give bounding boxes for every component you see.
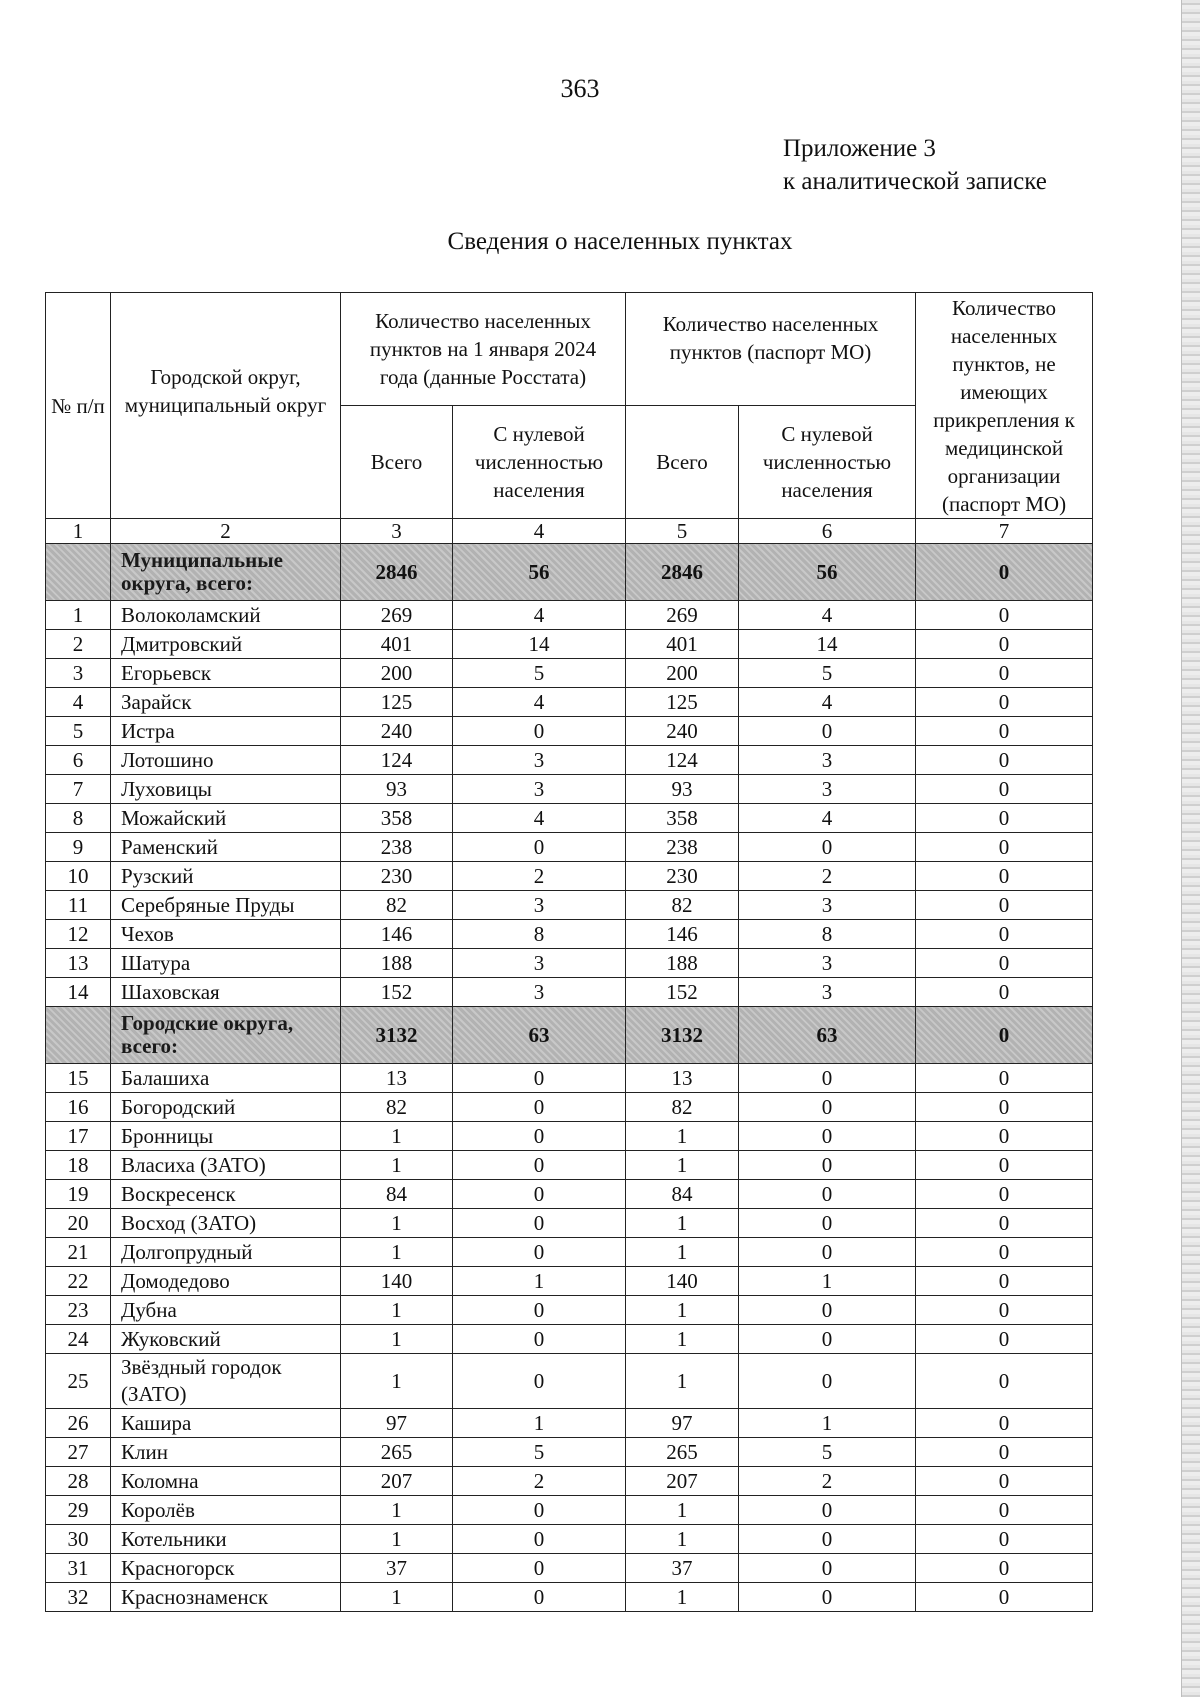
zero-pop-rosstat: 0 <box>453 1064 626 1093</box>
total-rosstat: 124 <box>341 746 453 775</box>
zero-pop-passport: 0 <box>739 1583 916 1612</box>
district-name: Воскресенск <box>111 1180 341 1209</box>
district-name: Королёв <box>111 1496 341 1525</box>
total-rosstat: 93 <box>341 775 453 804</box>
total-rosstat: 152 <box>341 978 453 1007</box>
zero-pop-rosstat: 0 <box>453 1354 626 1409</box>
section-zero-pop-passport: 56 <box>739 544 916 601</box>
table-row <box>46 1525 1093 1554</box>
total-passport: 97 <box>626 1409 739 1438</box>
total-rosstat: 1 <box>341 1209 453 1238</box>
zero-pop-passport: 3 <box>739 949 916 978</box>
table-row <box>46 920 1093 949</box>
total-passport: 13 <box>626 1064 739 1093</box>
total-rosstat: 238 <box>341 833 453 862</box>
no-attachment-count: 0 <box>916 949 1093 978</box>
no-attachment-count: 0 <box>916 920 1093 949</box>
district-name: Звёздный городок (ЗАТО) <box>111 1354 341 1409</box>
column-index: 6 <box>739 519 916 544</box>
total-passport: 82 <box>626 1093 739 1122</box>
table-row <box>46 1438 1093 1467</box>
total-passport: 401 <box>626 630 739 659</box>
total-passport: 146 <box>626 920 739 949</box>
zero-pop-passport: 0 <box>739 1093 916 1122</box>
zero-pop-rosstat: 0 <box>453 1496 626 1525</box>
total-passport: 238 <box>626 833 739 862</box>
table-row <box>46 1583 1093 1612</box>
no-attachment-count: 0 <box>916 717 1093 746</box>
table-row <box>46 601 1093 630</box>
total-passport: 84 <box>626 1180 739 1209</box>
zero-pop-passport: 8 <box>739 920 916 949</box>
no-attachment-count: 0 <box>916 804 1093 833</box>
header-no-attachment: Количество населенных пунктов, не имеющих прикрепления к медицинской организации (паспорт МО) <box>916 293 1093 519</box>
section-total-rosstat: 2846 <box>341 544 453 601</box>
row-number: 1 <box>46 601 111 630</box>
appendix-note <box>783 132 1047 198</box>
zero-pop-passport: 0 <box>739 1554 916 1583</box>
zero-pop-passport: 0 <box>739 1180 916 1209</box>
section-total-rosstat: 3132 <box>341 1007 453 1064</box>
row-number: 6 <box>46 746 111 775</box>
table-row <box>46 1209 1093 1238</box>
total-rosstat: 1 <box>341 1151 453 1180</box>
header-zero-rosstat: С нулевой численностью населения <box>453 406 626 519</box>
row-number: 26 <box>46 1409 111 1438</box>
section-blank-cell <box>46 544 111 601</box>
column-index: 3 <box>341 519 453 544</box>
total-rosstat: 1 <box>341 1296 453 1325</box>
no-attachment-count: 0 <box>916 659 1093 688</box>
settlements-table <box>45 292 1093 1612</box>
district-name: Восход (ЗАТО) <box>111 1209 341 1238</box>
district-name: Клин <box>111 1438 341 1467</box>
zero-pop-passport: 14 <box>739 630 916 659</box>
district-name: Серебряные Пруды <box>111 891 341 920</box>
total-passport: 188 <box>626 949 739 978</box>
no-attachment-count: 0 <box>916 1438 1093 1467</box>
no-attachment-count: 0 <box>916 1525 1093 1554</box>
section-label: Муниципальные округа, всего: <box>111 544 341 601</box>
zero-pop-passport: 4 <box>739 804 916 833</box>
zero-pop-passport: 0 <box>739 717 916 746</box>
row-number: 2 <box>46 630 111 659</box>
no-attachment-count: 0 <box>916 1064 1093 1093</box>
zero-pop-rosstat: 5 <box>453 659 626 688</box>
total-rosstat: 358 <box>341 804 453 833</box>
district-name: Жуковский <box>111 1325 341 1354</box>
total-rosstat: 1 <box>341 1325 453 1354</box>
no-attachment-count: 0 <box>916 1238 1093 1267</box>
total-passport: 1 <box>626 1354 739 1409</box>
no-attachment-count: 0 <box>916 1583 1093 1612</box>
zero-pop-rosstat: 0 <box>453 1325 626 1354</box>
section-label: Городские округа, всего: <box>111 1007 341 1064</box>
district-name: Краснознаменск <box>111 1583 341 1612</box>
zero-pop-rosstat: 0 <box>453 1122 626 1151</box>
table-row <box>46 659 1093 688</box>
district-name: Кашира <box>111 1409 341 1438</box>
total-passport: 93 <box>626 775 739 804</box>
no-attachment-count: 0 <box>916 833 1093 862</box>
no-attachment-count: 0 <box>916 1409 1093 1438</box>
zero-pop-rosstat: 0 <box>453 1093 626 1122</box>
zero-pop-passport: 0 <box>739 833 916 862</box>
table-row <box>46 717 1093 746</box>
total-rosstat: 37 <box>341 1554 453 1583</box>
no-attachment-count: 0 <box>916 1151 1093 1180</box>
total-rosstat: 1 <box>341 1354 453 1409</box>
zero-pop-passport: 0 <box>739 1209 916 1238</box>
table-row <box>46 775 1093 804</box>
total-passport: 1 <box>626 1525 739 1554</box>
no-attachment-count: 0 <box>916 1209 1093 1238</box>
row-number: 19 <box>46 1180 111 1209</box>
total-rosstat: 84 <box>341 1180 453 1209</box>
header-total-rosstat: Всего <box>341 406 453 519</box>
zero-pop-rosstat: 2 <box>453 862 626 891</box>
row-number: 3 <box>46 659 111 688</box>
total-rosstat: 1 <box>341 1238 453 1267</box>
table-row <box>46 1296 1093 1325</box>
zero-pop-passport: 3 <box>739 978 916 1007</box>
row-number: 9 <box>46 833 111 862</box>
total-passport: 1 <box>626 1583 739 1612</box>
row-number: 8 <box>46 804 111 833</box>
row-number: 15 <box>46 1064 111 1093</box>
zero-pop-rosstat: 0 <box>453 1238 626 1267</box>
no-attachment-count: 0 <box>916 1180 1093 1209</box>
table-header <box>46 293 1093 544</box>
row-number: 21 <box>46 1238 111 1267</box>
header-rosstat-group: Количество населенных пунктов на 1 января 2024 года (данные Росстата) <box>341 293 626 406</box>
district-name: Истра <box>111 717 341 746</box>
total-passport: 125 <box>626 688 739 717</box>
table-row <box>46 804 1093 833</box>
total-passport: 1 <box>626 1238 739 1267</box>
row-number: 30 <box>46 1525 111 1554</box>
zero-pop-passport: 0 <box>739 1151 916 1180</box>
row-number: 17 <box>46 1122 111 1151</box>
zero-pop-passport: 0 <box>739 1354 916 1409</box>
total-passport: 82 <box>626 891 739 920</box>
section-no-attachment-count: 0 <box>916 1007 1093 1064</box>
no-attachment-count: 0 <box>916 688 1093 717</box>
table-row <box>46 862 1093 891</box>
row-number: 13 <box>46 949 111 978</box>
total-rosstat: 13 <box>341 1064 453 1093</box>
zero-pop-passport: 0 <box>739 1238 916 1267</box>
total-rosstat: 269 <box>341 601 453 630</box>
zero-pop-rosstat: 4 <box>453 601 626 630</box>
zero-pop-rosstat: 0 <box>453 1583 626 1612</box>
district-name: Бронницы <box>111 1122 341 1151</box>
zero-pop-rosstat: 1 <box>453 1409 626 1438</box>
section-zero-pop-passport: 63 <box>739 1007 916 1064</box>
district-name: Зарайск <box>111 688 341 717</box>
row-number: 31 <box>46 1554 111 1583</box>
column-index: 5 <box>626 519 739 544</box>
total-passport: 37 <box>626 1554 739 1583</box>
zero-pop-rosstat: 3 <box>453 746 626 775</box>
row-number: 22 <box>46 1267 111 1296</box>
no-attachment-count: 0 <box>916 891 1093 920</box>
district-name: Можайский <box>111 804 341 833</box>
no-attachment-count: 0 <box>916 1296 1093 1325</box>
table-row <box>46 1354 1093 1409</box>
header-zero-passport: С нулевой численностью населения <box>739 406 916 519</box>
district-name: Раменский <box>111 833 341 862</box>
zero-pop-rosstat: 0 <box>453 1180 626 1209</box>
zero-pop-passport: 3 <box>739 891 916 920</box>
header-total-passport: Всего <box>626 406 739 519</box>
zero-pop-passport: 3 <box>739 746 916 775</box>
district-name: Долгопрудный <box>111 1238 341 1267</box>
table-row <box>46 978 1093 1007</box>
total-passport: 240 <box>626 717 739 746</box>
district-name: Лотошино <box>111 746 341 775</box>
section-total-passport: 2846 <box>626 544 739 601</box>
table-body <box>46 544 1093 1612</box>
zero-pop-rosstat: 3 <box>453 949 626 978</box>
zero-pop-passport: 0 <box>739 1325 916 1354</box>
total-rosstat: 1 <box>341 1122 453 1151</box>
total-rosstat: 82 <box>341 1093 453 1122</box>
section-zero-pop-rosstat: 56 <box>453 544 626 601</box>
total-passport: 1 <box>626 1122 739 1151</box>
zero-pop-passport: 0 <box>739 1525 916 1554</box>
document-title: Сведения о населенных пунктах <box>447 228 793 255</box>
total-rosstat: 125 <box>341 688 453 717</box>
total-rosstat: 230 <box>341 862 453 891</box>
zero-pop-rosstat: 4 <box>453 688 626 717</box>
zero-pop-passport: 4 <box>739 601 916 630</box>
zero-pop-rosstat: 5 <box>453 1438 626 1467</box>
column-index: 4 <box>453 519 626 544</box>
total-rosstat: 200 <box>341 659 453 688</box>
total-passport: 140 <box>626 1267 739 1296</box>
section-blank-cell <box>46 1007 111 1064</box>
row-number: 29 <box>46 1496 111 1525</box>
zero-pop-rosstat: 0 <box>453 1554 626 1583</box>
district-name: Власиха (ЗАТО) <box>111 1151 341 1180</box>
total-passport: 269 <box>626 601 739 630</box>
zero-pop-rosstat: 0 <box>453 1296 626 1325</box>
no-attachment-count: 0 <box>916 978 1093 1007</box>
total-passport: 1 <box>626 1209 739 1238</box>
table-row <box>46 630 1093 659</box>
table-row <box>46 1325 1093 1354</box>
total-passport: 1 <box>626 1151 739 1180</box>
total-passport: 207 <box>626 1467 739 1496</box>
page-number: 363 <box>560 74 600 103</box>
no-attachment-count: 0 <box>916 1093 1093 1122</box>
district-name: Балашиха <box>111 1064 341 1093</box>
row-number: 16 <box>46 1093 111 1122</box>
column-index: 7 <box>916 519 1093 544</box>
district-name: Волоколамский <box>111 601 341 630</box>
zero-pop-rosstat: 1 <box>453 1267 626 1296</box>
district-name: Чехов <box>111 920 341 949</box>
table-row <box>46 1267 1093 1296</box>
zero-pop-passport: 2 <box>739 1467 916 1496</box>
appendix-line-1: Приложение 3 <box>783 135 936 162</box>
zero-pop-rosstat: 0 <box>453 833 626 862</box>
appendix-line-2: к аналитической записке <box>783 168 1047 195</box>
total-rosstat: 1 <box>341 1525 453 1554</box>
district-name: Домодедово <box>111 1267 341 1296</box>
row-number: 11 <box>46 891 111 920</box>
zero-pop-rosstat: 0 <box>453 1209 626 1238</box>
total-rosstat: 188 <box>341 949 453 978</box>
district-name: Луховицы <box>111 775 341 804</box>
total-rosstat: 146 <box>341 920 453 949</box>
total-passport: 1 <box>626 1496 739 1525</box>
row-number: 27 <box>46 1438 111 1467</box>
total-passport: 124 <box>626 746 739 775</box>
table-row <box>46 1409 1093 1438</box>
table-row <box>46 1151 1093 1180</box>
row-number: 14 <box>46 978 111 1007</box>
zero-pop-passport: 0 <box>739 1296 916 1325</box>
total-rosstat: 207 <box>341 1467 453 1496</box>
zero-pop-rosstat: 3 <box>453 891 626 920</box>
district-name: Егорьевск <box>111 659 341 688</box>
district-name: Шатура <box>111 949 341 978</box>
total-passport: 265 <box>626 1438 739 1467</box>
total-rosstat: 401 <box>341 630 453 659</box>
zero-pop-rosstat: 0 <box>453 717 626 746</box>
table-row <box>46 949 1093 978</box>
zero-pop-rosstat: 0 <box>453 1525 626 1554</box>
table-row <box>46 1064 1093 1093</box>
section-total-passport: 3132 <box>626 1007 739 1064</box>
zero-pop-passport: 1 <box>739 1267 916 1296</box>
row-number: 18 <box>46 1151 111 1180</box>
zero-pop-passport: 0 <box>739 1122 916 1151</box>
zero-pop-rosstat: 4 <box>453 804 626 833</box>
district-name: Богородский <box>111 1093 341 1122</box>
total-passport: 1 <box>626 1296 739 1325</box>
total-rosstat: 240 <box>341 717 453 746</box>
total-rosstat: 1 <box>341 1496 453 1525</box>
table-row <box>46 1093 1093 1122</box>
total-rosstat: 1 <box>341 1583 453 1612</box>
no-attachment-count: 0 <box>916 1267 1093 1296</box>
zero-pop-passport: 5 <box>739 1438 916 1467</box>
district-name: Дмитровский <box>111 630 341 659</box>
no-attachment-count: 0 <box>916 1325 1093 1354</box>
district-name: Коломна <box>111 1467 341 1496</box>
total-rosstat: 82 <box>341 891 453 920</box>
table-row <box>46 1467 1093 1496</box>
zero-pop-passport: 1 <box>739 1409 916 1438</box>
no-attachment-count: 0 <box>916 601 1093 630</box>
section-zero-pop-rosstat: 63 <box>453 1007 626 1064</box>
column-index: 1 <box>46 519 111 544</box>
no-attachment-count: 0 <box>916 746 1093 775</box>
district-name: Красногорск <box>111 1554 341 1583</box>
table-row <box>46 1122 1093 1151</box>
table-row <box>46 1554 1093 1583</box>
zero-pop-rosstat: 3 <box>453 978 626 1007</box>
section-no-attachment-count: 0 <box>916 544 1093 601</box>
no-attachment-count: 0 <box>916 862 1093 891</box>
zero-pop-rosstat: 3 <box>453 775 626 804</box>
total-rosstat: 97 <box>341 1409 453 1438</box>
table-row <box>46 1496 1093 1525</box>
table-row <box>46 746 1093 775</box>
row-number: 5 <box>46 717 111 746</box>
no-attachment-count: 0 <box>916 1122 1093 1151</box>
no-attachment-count: 0 <box>916 1354 1093 1409</box>
header-passport-group: Количество населенных пунктов (паспорт МО) <box>626 293 916 406</box>
row-number: 20 <box>46 1209 111 1238</box>
row-number: 32 <box>46 1583 111 1612</box>
total-rosstat: 265 <box>341 1438 453 1467</box>
district-name: Рузский <box>111 862 341 891</box>
table-row <box>46 1180 1093 1209</box>
total-passport: 200 <box>626 659 739 688</box>
no-attachment-count: 0 <box>916 1554 1093 1583</box>
zero-pop-passport: 3 <box>739 775 916 804</box>
no-attachment-count: 0 <box>916 1467 1093 1496</box>
zero-pop-rosstat: 0 <box>453 1151 626 1180</box>
row-number: 12 <box>46 920 111 949</box>
header-district: Городской округ, муниципальный округ <box>111 293 341 519</box>
zero-pop-passport: 4 <box>739 688 916 717</box>
total-passport: 1 <box>626 1325 739 1354</box>
district-name: Шаховская <box>111 978 341 1007</box>
total-passport: 230 <box>626 862 739 891</box>
total-passport: 358 <box>626 804 739 833</box>
row-number: 28 <box>46 1467 111 1496</box>
row-number: 7 <box>46 775 111 804</box>
total-passport: 152 <box>626 978 739 1007</box>
table-row <box>46 833 1093 862</box>
zero-pop-passport: 5 <box>739 659 916 688</box>
row-number: 10 <box>46 862 111 891</box>
row-number: 4 <box>46 688 111 717</box>
zero-pop-rosstat: 14 <box>453 630 626 659</box>
section-total-row <box>46 544 1093 601</box>
zero-pop-passport: 0 <box>739 1064 916 1093</box>
total-rosstat: 140 <box>341 1267 453 1296</box>
row-number: 25 <box>46 1354 111 1409</box>
no-attachment-count: 0 <box>916 1496 1093 1525</box>
row-number: 23 <box>46 1296 111 1325</box>
zero-pop-passport: 0 <box>739 1496 916 1525</box>
table-row <box>46 1238 1093 1267</box>
column-index-row <box>46 519 1093 544</box>
header-num: № п/п <box>46 293 111 519</box>
no-attachment-count: 0 <box>916 775 1093 804</box>
no-attachment-count: 0 <box>916 630 1093 659</box>
section-total-row <box>46 1007 1093 1064</box>
table-row <box>46 688 1093 717</box>
column-index: 2 <box>111 519 341 544</box>
zero-pop-rosstat: 8 <box>453 920 626 949</box>
district-name: Дубна <box>111 1296 341 1325</box>
zero-pop-passport: 2 <box>739 862 916 891</box>
zero-pop-rosstat: 2 <box>453 1467 626 1496</box>
row-number: 24 <box>46 1325 111 1354</box>
table-row <box>46 891 1093 920</box>
district-name: Котельники <box>111 1525 341 1554</box>
